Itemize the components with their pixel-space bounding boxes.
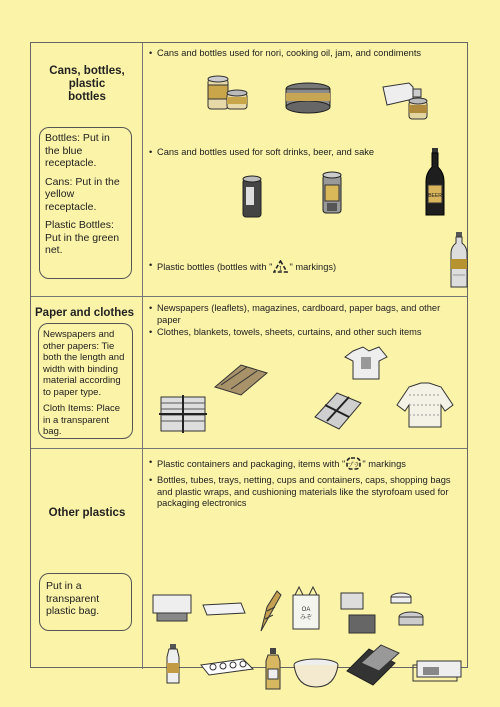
soft-drink-can-illustration (241, 175, 263, 221)
instruction-box (39, 573, 132, 631)
condiment-bottle-illustration (379, 77, 439, 121)
bullet-text: " markings (362, 459, 406, 469)
category-title: Cans, bottles, plastic bottles (49, 65, 125, 103)
food-cans-illustration (205, 75, 255, 115)
newspaper-stack-illustration (155, 389, 215, 437)
flat-tray-illustration (201, 599, 247, 619)
instruction-box (39, 127, 132, 279)
bullet-item: • Cans and bottles used for nori, cooking oil, jam, and condiments (149, 48, 461, 60)
bullet-item (149, 260, 461, 274)
instruction-text: Put in a transparent plastic bag. (46, 580, 100, 617)
instruction-text: Bottles: Put in the blue receptacle. (45, 132, 110, 169)
egg-carton-illustration (199, 655, 255, 677)
recycling-guide-table (30, 42, 468, 668)
instruction-text: Plastic Bottles: Put in the green net. (45, 219, 120, 256)
svg-text:1: 1 (279, 266, 283, 273)
cardboard-bundle-illustration (211, 359, 271, 399)
bullet-item: • Cans and bottles used for soft drinks, beer, and sake (149, 147, 461, 159)
netting-illustration (253, 589, 287, 633)
bullet-text: " markings) (289, 262, 337, 272)
bullet-text: Plastic bottles (bottles with " (157, 262, 273, 272)
bullet-item: • Clothes, blankets, towels, sheets, curtains, and other such items (149, 327, 461, 339)
svg-text:OA: OA (301, 607, 311, 613)
snack-packages-illustration (343, 641, 405, 691)
bowl-illustration (291, 657, 341, 691)
bullet-item: • Bottles, tubes, trays, netting, cups and containers, caps, shopping bags and plastic wraps, and cushioning materials like the styrofoam used for packaging electronics (149, 475, 461, 510)
instruction-text: Newspapers and other papers: Tie both the length and width with binding material according to paper type. (43, 329, 125, 398)
bullet-item: • Newspapers (leaflets), magazines, cardboard, paper bags, and other paper (149, 303, 461, 326)
sweater-illustration (395, 381, 455, 431)
beer-can-illustration (321, 171, 343, 217)
plastic-bottle-illustration (449, 231, 469, 289)
shopping-bag-illustration (289, 585, 323, 633)
category-title: Other plastics (48, 507, 126, 519)
row-cans-bottles (31, 43, 467, 297)
squeeze-tube-illustration (163, 643, 183, 687)
bullet-text: Plastic containers and packaging, items with " (157, 459, 346, 469)
nori-tin-illustration (283, 81, 333, 115)
plastic-recycling-mark-icon (346, 457, 361, 470)
food-tray-illustration (149, 591, 195, 623)
svg-text:みぞ: みぞ (299, 615, 313, 621)
instruction-text: Cloth Items: Place in a transparent bag. (43, 403, 121, 437)
beer-bottle-illustration (425, 147, 445, 217)
magazine-bundle-illustration (311, 383, 363, 433)
instruction-text: Cans: Put in the yellow receptacle. (45, 175, 120, 213)
beer-label: BEER (428, 193, 442, 199)
pet-recycling-mark-icon (273, 260, 288, 273)
caps-containers-illustration (339, 587, 439, 637)
row-other-plastics (31, 449, 467, 669)
instruction-box (38, 323, 133, 439)
shirt-illustration (343, 345, 389, 383)
detergent-bottle-illustration (263, 647, 283, 691)
svg-text:プラ: プラ (347, 463, 360, 469)
row-paper-clothes (31, 297, 467, 449)
bullet-item (149, 457, 461, 471)
category-title: Paper and clothes (35, 307, 135, 319)
clear-containers-illustration (409, 657, 465, 687)
